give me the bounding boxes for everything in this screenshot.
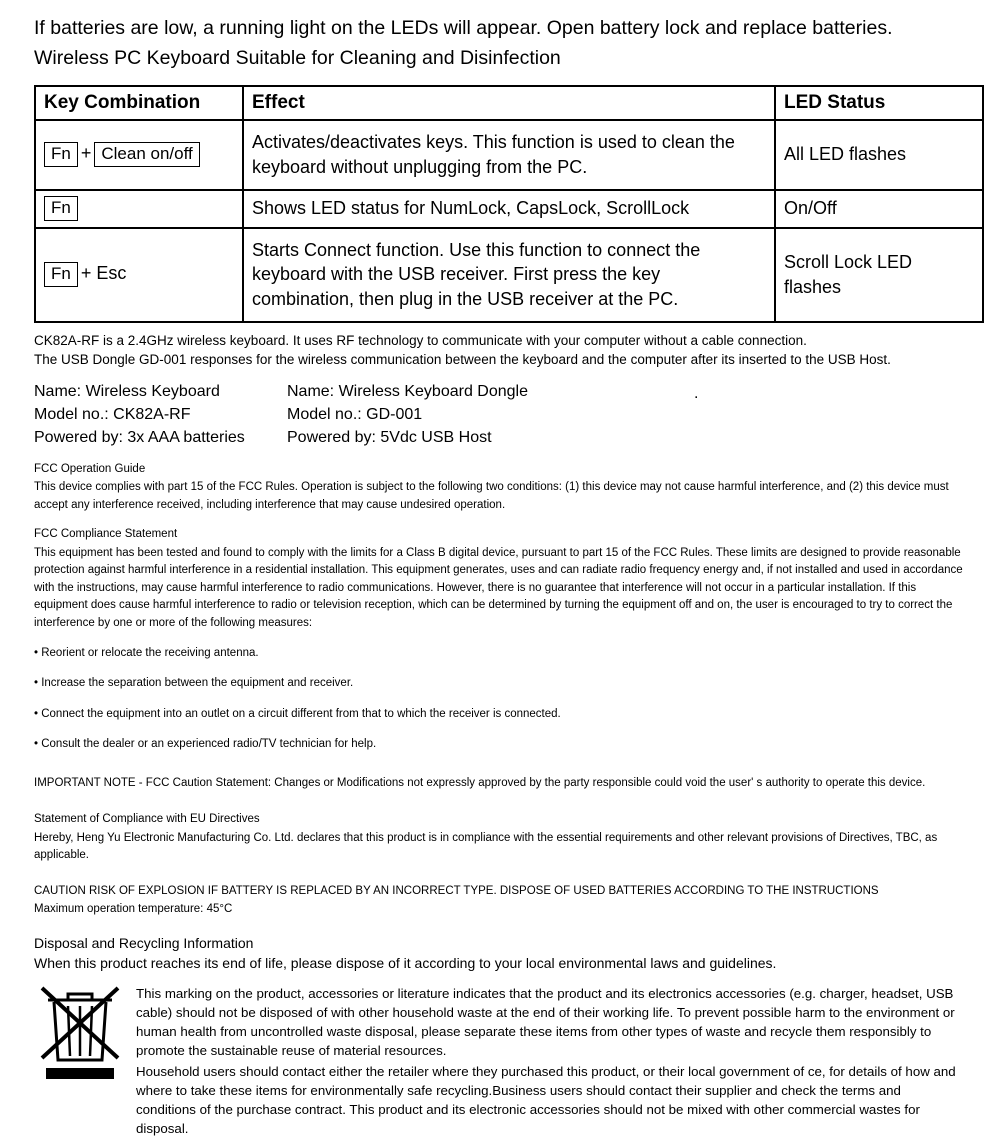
table-row bbox=[35, 228, 983, 322]
max-operation-temperature: Maximum operation temperature: 45°C bbox=[34, 903, 233, 916]
stray-period-mark: . bbox=[694, 384, 699, 402]
dongle-specs bbox=[287, 380, 707, 450]
keycap-fn: Fn bbox=[44, 196, 78, 221]
fcc-compliance-title: FCC Compliance Statement bbox=[34, 528, 178, 541]
keyboard-power: Powered by: 3x AAA batteries bbox=[34, 429, 245, 447]
led-status-cell: On/Off bbox=[775, 190, 983, 228]
effect-cell: Starts Connect function. Use this function to connect the keyboard with the USB receiver. First press the key combination, then plug in the USB receiver at the PC. bbox=[243, 228, 775, 322]
fcc-compliance-body: This equipment has been tested and found to comply with the limits for a Class B digital device, pursuant to part 15 of the FCC Rules. These limits are designed to provide reasonable protection against harmful interference in a residential installation. This equipment generates, uses and can radiate radio frequency energy and, if not installed and used in accordance with the instructions, may cause harmful interference to radio communications. However, there is no guarantee that interference will not occur in a particular installation. If this equipment does cause harmful interference to radio or television reception, which can be determined by turning the equipment off and on, the user is encouraged to try to correct the interference by one or more of the following measures: bbox=[34, 546, 963, 629]
led-status-cell: Scroll Lock LED flashes bbox=[775, 228, 983, 322]
keycap-fn: Fn bbox=[44, 262, 78, 287]
key-combination-cell bbox=[35, 120, 243, 190]
key-combination-table bbox=[34, 85, 984, 323]
header-effect: Effect bbox=[243, 86, 775, 120]
fcc-bullet-item: • Reorient or relocate the receiving antenna. bbox=[34, 647, 259, 659]
crossed-out-wheelie-bin-icon bbox=[38, 984, 122, 1080]
dongle-power: Powered by: 5Vdc USB Host bbox=[287, 429, 492, 447]
fcc-operation-guide-body: This device complies with part 15 of the FCC Rules. Operation is subject to the following two conditions: (1) this device may not cause harmful interference, and (2) this device must accept any interference received, including interference that may cause undesired operation. bbox=[34, 481, 949, 511]
keyboard-name: Name: Wireless Keyboard bbox=[34, 382, 220, 400]
disposal-section-title: Disposal and Recycling Information bbox=[34, 934, 254, 951]
header-led-status: LED Status bbox=[775, 86, 983, 120]
disposal-intro-line: When this product reaches its end of life, please dispose of it according to your local environmental laws and guidelines. bbox=[34, 954, 777, 971]
header-key-combination: Key Combination bbox=[35, 86, 243, 120]
plus-esc-label: + Esc bbox=[80, 263, 127, 284]
description-line-2: The USB Dongle GD-001 responses for the wireless communication between the keyboard and the computer after its inserted to the USB Host. bbox=[34, 352, 891, 368]
key-combination-cell bbox=[35, 228, 243, 322]
weee-block bbox=[34, 984, 978, 1139]
keyboard-specs bbox=[34, 380, 287, 450]
dongle-name: Name: Wireless Keyboard Dongle bbox=[287, 382, 528, 400]
intro-line-1: If batteries are low, a running light on the LEDs will appear. Open battery lock and replace batteries. bbox=[34, 17, 893, 39]
keycap-fn: Fn bbox=[44, 142, 78, 167]
led-status-cell: All LED flashes bbox=[775, 120, 983, 190]
key-combination-cell bbox=[35, 190, 243, 228]
fcc-operation-guide-title: FCC Operation Guide bbox=[34, 463, 146, 476]
specifications bbox=[34, 380, 978, 450]
fcc-important-note: IMPORTANT NOTE - FCC Caution Statement: Changes or Modifications not expressly approved by the party responsible could void the user' s authority to operate this device. bbox=[34, 777, 926, 789]
description-line-1: CK82A-RF is a 2.4GHz wireless keyboard. It uses RF technology to communicate with your computer without a cable connection. bbox=[34, 332, 807, 348]
fcc-bullet-item: • Consult the dealer or an experienced radio/TV technician for help. bbox=[34, 737, 377, 750]
eu-compliance-title: Statement of Compliance with EU Directives bbox=[34, 813, 260, 826]
table-row bbox=[35, 120, 983, 190]
caution-battery-line: CAUTION RISK OF EXPLOSION IF BATTERY IS REPLACED BY AN INCORRECT TYPE. DISPOSE OF USED BATTERIES ACCORDING TO THE INSTRUCTIONS bbox=[34, 884, 879, 897]
effect-cell: Activates/deactivates keys. This function is used to clean the keyboard without unplugging from the PC. bbox=[243, 120, 775, 190]
table-row bbox=[35, 190, 983, 228]
weee-text bbox=[136, 984, 964, 1139]
eu-compliance-body: Hereby, Heng Yu Electronic Manufacturing Co. Ltd. declares that this product is in compliance with the essential requirements and other relevant provisions of Directives, TBC, as applicable. bbox=[34, 831, 938, 862]
effect-cell: Shows LED status for NumLock, CapsLock, ScrollLock bbox=[243, 190, 775, 228]
plus-sign: + bbox=[80, 143, 92, 164]
weee-paragraph-1: This marking on the product, accessories or literature indicates that the product and its electronics accessories (e.g. charger, headset, USB cable) should not be disposed of with other household waste at the end of their working life. To prevent possible harm to the environment or human health from uncontrolled waste disposal, please separate these items from other types of waste and recycle them responsibly to promote the sustainable reuse of material resources. bbox=[136, 985, 955, 1059]
fcc-bullet-item: • Connect the equipment into an outlet on a circuit different from that to which the receiver is connected. bbox=[34, 707, 561, 720]
intro-line-2: Wireless PC Keyboard Suitable for Cleaning and Disinfection bbox=[34, 47, 561, 70]
table-header-row bbox=[35, 86, 983, 120]
keycap-clean-on-off: Clean on/off bbox=[94, 142, 199, 167]
keyboard-model: Model no.: CK82A-RF bbox=[34, 405, 191, 423]
fcc-bullet-item: • Increase the separation between the equipment and receiver. bbox=[34, 677, 354, 690]
product-description bbox=[34, 331, 978, 370]
dongle-model: Model no.: GD-001 bbox=[287, 405, 423, 423]
weee-paragraph-2: Household users should contact either the retailer where they purchased this product, or their local government of ce, for details of how and where to take these items for environmentally safe recycling.Business users should contact their supplier and check the terms and conditions of the purchase contract. This product and its electronic accessories should not be mixed with other commercial wastes for disposal. bbox=[136, 1063, 956, 1137]
